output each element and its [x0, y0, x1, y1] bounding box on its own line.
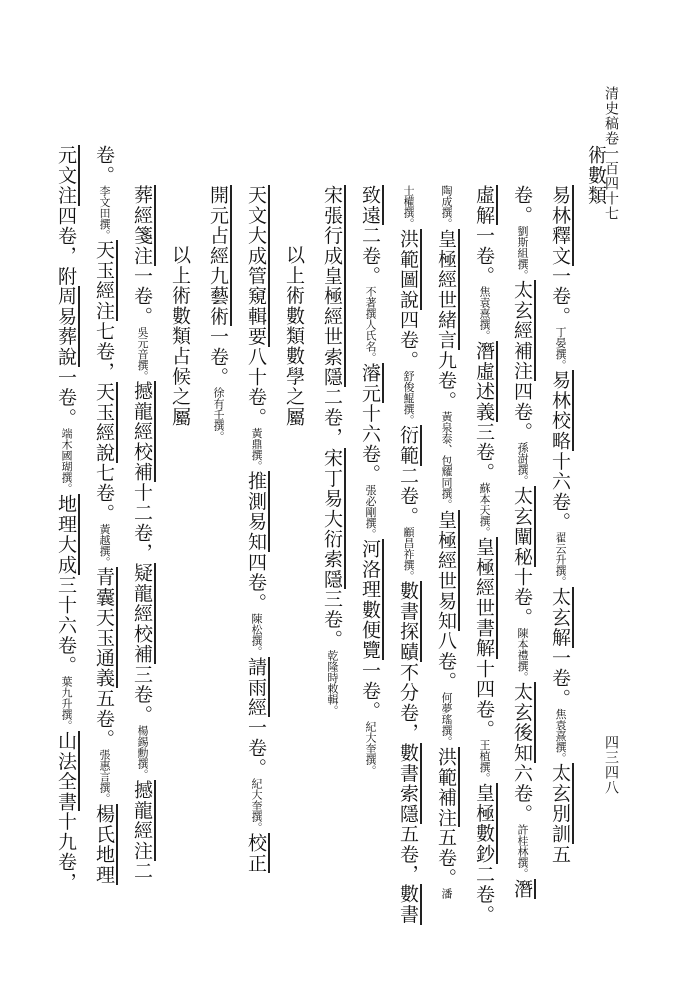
book-title: 衍範 [397, 425, 422, 465]
text-segment: 四卷。 [511, 381, 533, 443]
text-segment: 六卷。 [511, 763, 533, 824]
book-title: 皇極經世易知 [435, 510, 460, 631]
book-title: 周易葬說 [55, 286, 80, 367]
text-segment: 九卷。 [435, 350, 457, 411]
page-number: 四三四八 [603, 735, 619, 795]
text-segment: 十九卷， [55, 811, 77, 893]
text-segment: 二卷， [321, 387, 343, 448]
book-title: 疑龍經校補 [131, 563, 156, 664]
book-title: 天玉經說 [93, 382, 118, 463]
book-title: 太玄經補注 [511, 280, 536, 381]
author-note: 陶成撰。 [440, 185, 453, 229]
text-column [474, 185, 493, 925]
text-column [132, 185, 151, 881]
author-note: 顧昌祚撰。 [402, 526, 415, 582]
text-segment: 三十六卷。 [55, 574, 77, 676]
text-segment: 術數類 [585, 145, 607, 206]
author-note: 潘 [440, 888, 453, 900]
text-segment: 八卷。 [435, 631, 457, 692]
author-note: 王植撰。 [478, 739, 491, 784]
text-segment: 五卷， [397, 823, 419, 885]
book-title: 太玄闡秘 [511, 486, 536, 567]
book-title: 宋張行成皇極經世索隱 [321, 185, 346, 387]
book-title: 皇極經世書解 [473, 537, 498, 658]
text-column [56, 145, 75, 892]
book-title: 易林校略 [549, 370, 574, 451]
text-segment: 四卷。 [245, 552, 267, 613]
book-title: 皇極經世緒言 [435, 229, 460, 350]
book-title: 太玄解 [549, 587, 574, 648]
author-note: 黃泉泰、包耀同撰。 [440, 410, 453, 510]
text-segment: 一卷。 [549, 265, 571, 327]
author-note: 紀大奎撰。 [364, 721, 377, 777]
book-title: 校正 [245, 833, 270, 873]
book-title: 天文大成管窺輯要 [245, 185, 270, 347]
text-segment: 一卷。 [131, 265, 153, 327]
book-title: 撼龍經注 [131, 780, 156, 861]
text-column [284, 245, 303, 427]
author-note: 張惠言撰。 [98, 749, 111, 805]
book-title: 濬元 [359, 363, 384, 403]
book-title: 洪範圖說 [397, 229, 422, 310]
text-segment: 一卷。 [55, 367, 77, 428]
author-note: 紀大奎撰。 [250, 778, 263, 834]
text-segment: 三卷。 [473, 421, 495, 483]
running-title: 清史稿卷一百四十七 [603, 86, 619, 221]
text-segment: 四卷。 [397, 309, 419, 371]
text-segment: 五 [549, 844, 571, 865]
text-column [170, 245, 189, 427]
author-note: 焦袁熹撰。 [478, 286, 491, 342]
text-column [512, 185, 531, 899]
book-title: 數書探賾 [397, 581, 422, 662]
book-title: 數書 [397, 884, 422, 924]
text-segment: 一卷。 [245, 717, 267, 779]
book-title: 河洛理數便覽 [359, 539, 384, 660]
author-note: 徐有壬撰。 [212, 387, 225, 443]
text-column [586, 145, 605, 206]
text-segment: 卷。 [93, 145, 115, 186]
book-title: 虛解 [473, 185, 498, 225]
text-column [398, 185, 417, 925]
text-segment: 二卷。 [397, 465, 419, 527]
author-note: 翟云升撰。 [554, 532, 567, 588]
author-note: 士權撰。 [402, 185, 415, 229]
text-column [246, 185, 265, 873]
text-segment: 以上術數類占候之屬 [169, 245, 191, 427]
text-segment: 二卷。 [359, 225, 381, 287]
text-column [322, 185, 341, 716]
book-title: 山法全書 [55, 731, 80, 812]
text-segment: 五卷。 [435, 827, 457, 889]
text-column [208, 185, 227, 442]
text-segment: 七卷， [93, 321, 115, 382]
author-note: 陳本禮撰。 [516, 627, 529, 683]
book-title: 太玄後知 [511, 682, 536, 763]
book-title: 數書索隱 [397, 743, 422, 824]
text-segment: 一卷。 [207, 326, 229, 388]
text-segment: 十二卷， [131, 482, 153, 564]
text-column [360, 185, 379, 776]
text-segment: 三卷。 [131, 664, 153, 725]
author-note: 乾隆時敕輯。 [326, 649, 339, 716]
book-title: 請雨經 [245, 657, 270, 718]
book-title: 地理大成 [55, 494, 80, 575]
author-note: 黃越撰。 [98, 523, 111, 568]
text-segment: 二卷。 [473, 864, 495, 925]
text-segment: 十四卷。 [473, 658, 495, 740]
book-title: 潛虛述義 [473, 341, 498, 422]
book-title: 青囊天玉通義 [93, 567, 118, 688]
text-column [94, 145, 113, 885]
author-note: 舒俊鯤撰。 [402, 370, 415, 426]
author-note: 端木國瑚撰。 [60, 427, 73, 494]
text-segment: 不分卷， [397, 662, 419, 744]
author-note: 葉九升撰。 [60, 675, 73, 731]
text-segment: 以上術數類數學之屬 [283, 245, 305, 427]
text-segment: 一卷。 [359, 660, 381, 722]
book-title: 推測易知 [245, 471, 270, 552]
text-segment: 二 [131, 860, 153, 881]
text-column [436, 185, 455, 899]
author-note: 張必剛撰。 [364, 484, 377, 540]
author-note: 劉斯組撰。 [516, 225, 529, 281]
author-note: 焦袁熹撰。 [554, 708, 567, 764]
book-title: 開元占經九藝術 [207, 185, 232, 326]
text-segment: 五卷。 [93, 688, 115, 750]
book-title: 天玉經注 [93, 240, 118, 321]
text-segment: 十六卷。 [359, 403, 381, 485]
book-title: 太玄別訓 [549, 763, 574, 844]
author-note: 陳松撰。 [250, 612, 263, 657]
author-note: 吳元音撰。 [136, 326, 149, 382]
text-segment: 三卷。 [321, 589, 343, 650]
book-title: 元文注 [55, 145, 80, 206]
book-title: 葬經箋注 [131, 185, 156, 266]
text-segment: 卷。 [511, 185, 533, 226]
book-title: 潛 [511, 879, 536, 899]
book-title: 易林釋文 [549, 185, 574, 266]
text-segment: 一卷。 [549, 647, 571, 709]
book-title: 致遠 [359, 185, 384, 225]
author-note: 楊錫勳撰。 [136, 724, 149, 780]
author-note: 許桂林撰。 [516, 823, 529, 879]
book-title: 皇極數鈔 [473, 783, 498, 864]
book-title: 楊氏地理 [93, 804, 118, 885]
text-segment: 十六卷。 [549, 451, 571, 533]
author-note: 李文田撰。 [98, 185, 111, 241]
book-title: 洪範補注 [435, 747, 460, 828]
author-note: 蘇本天撰。 [478, 482, 491, 538]
text-segment: 十卷。 [511, 566, 533, 628]
text-segment: 七卷。 [93, 462, 115, 524]
text-column [550, 185, 569, 864]
author-note: 何夢瑤撰。 [440, 691, 453, 747]
author-note: 黃鼎撰。 [250, 427, 263, 472]
text-segment: 四卷，附 [55, 205, 77, 287]
text-segment: 一卷。 [473, 225, 495, 287]
book-title: 宋丁易大衍索隱 [321, 448, 346, 589]
author-note: 丁晏撰。 [554, 326, 567, 371]
author-note: 孫澍撰。 [516, 442, 529, 487]
author-note: 不著撰人氏名。 [364, 286, 377, 364]
book-title: 撼龍經校補 [131, 381, 156, 482]
text-segment: 八十卷。 [245, 346, 267, 428]
